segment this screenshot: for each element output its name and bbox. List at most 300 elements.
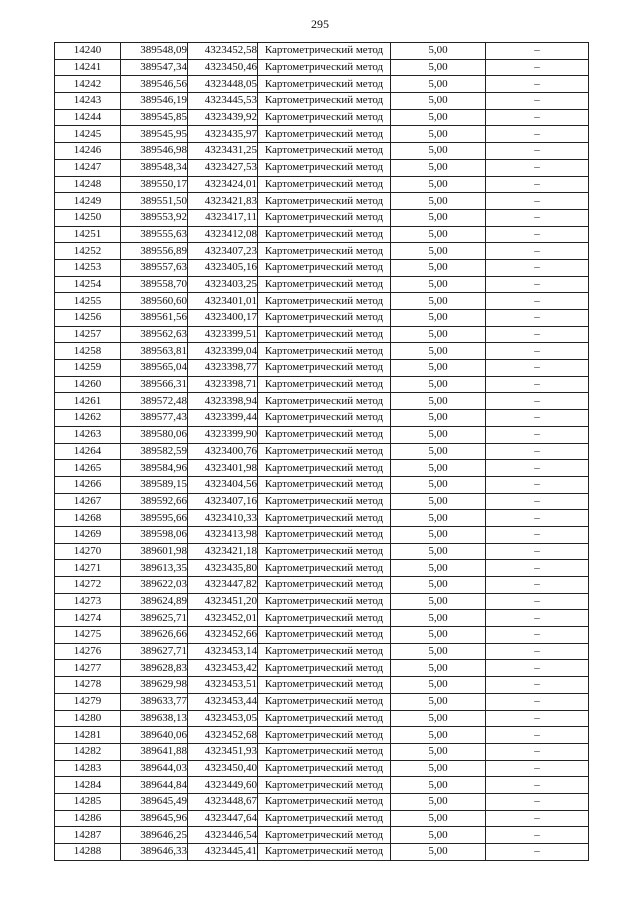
accuracy-cell: 5,00: [391, 143, 486, 160]
x-coordinate-cell: 389560,60: [121, 293, 188, 310]
accuracy-cell: 5,00: [391, 844, 486, 861]
y-coordinate-cell: 4323399,90: [188, 426, 258, 443]
x-coordinate-cell: 389577,43: [121, 410, 188, 427]
method-cell: Картометрический метод: [258, 660, 391, 677]
note-cell: –: [486, 326, 589, 343]
accuracy-cell: 5,00: [391, 443, 486, 460]
x-coordinate-cell: 389565,04: [121, 360, 188, 377]
y-coordinate-cell: 4323398,71: [188, 376, 258, 393]
y-coordinate-cell: 4323431,25: [188, 143, 258, 160]
method-cell: Картометрический метод: [258, 426, 391, 443]
y-coordinate-cell: 4323453,42: [188, 660, 258, 677]
y-coordinate-cell: 4323452,01: [188, 610, 258, 627]
y-coordinate-cell: 4323435,80: [188, 560, 258, 577]
point-number-cell: 14258: [55, 343, 121, 360]
y-coordinate-cell: 4323399,51: [188, 326, 258, 343]
method-cell: Картометрический метод: [258, 243, 391, 260]
method-cell: Картометрический метод: [258, 109, 391, 126]
accuracy-cell: 5,00: [391, 176, 486, 193]
method-cell: Картометрический метод: [258, 176, 391, 193]
x-coordinate-cell: 389572,48: [121, 393, 188, 410]
table-row: [55, 193, 589, 210]
y-coordinate-cell: 4323453,05: [188, 710, 258, 727]
point-number-cell: 14246: [55, 143, 121, 160]
x-coordinate-cell: 389558,70: [121, 276, 188, 293]
method-cell: Картометрический метод: [258, 827, 391, 844]
accuracy-cell: 5,00: [391, 259, 486, 276]
note-cell: –: [486, 610, 589, 627]
method-cell: Картометрический метод: [258, 360, 391, 377]
method-cell: Картометрический метод: [258, 710, 391, 727]
accuracy-cell: 5,00: [391, 460, 486, 477]
y-coordinate-cell: 4323413,98: [188, 526, 258, 543]
accuracy-cell: 5,00: [391, 810, 486, 827]
note-cell: –: [486, 193, 589, 210]
method-cell: Картометрический метод: [258, 159, 391, 176]
accuracy-cell: 5,00: [391, 560, 486, 577]
table-row: [55, 226, 589, 243]
table-row: [55, 243, 589, 260]
method-cell: Картометрический метод: [258, 760, 391, 777]
note-cell: –: [486, 476, 589, 493]
note-cell: –: [486, 526, 589, 543]
point-number-cell: 14249: [55, 193, 121, 210]
x-coordinate-cell: 389580,06: [121, 426, 188, 443]
accuracy-cell: 5,00: [391, 827, 486, 844]
table-row: [55, 510, 589, 527]
table-row: [55, 593, 589, 610]
y-coordinate-cell: 4323398,77: [188, 360, 258, 377]
point-number-cell: 14287: [55, 827, 121, 844]
table-row: [55, 493, 589, 510]
y-coordinate-cell: 4323445,41: [188, 844, 258, 861]
y-coordinate-cell: 4323448,67: [188, 793, 258, 810]
x-coordinate-cell: 389547,34: [121, 59, 188, 76]
point-number-cell: 14281: [55, 727, 121, 744]
accuracy-cell: 5,00: [391, 76, 486, 93]
note-cell: –: [486, 710, 589, 727]
point-number-cell: 14262: [55, 410, 121, 427]
note-cell: –: [486, 243, 589, 260]
accuracy-cell: 5,00: [391, 610, 486, 627]
note-cell: –: [486, 393, 589, 410]
note-cell: –: [486, 259, 589, 276]
point-number-cell: 14270: [55, 543, 121, 560]
x-coordinate-cell: 389550,17: [121, 176, 188, 193]
x-coordinate-cell: 389641,88: [121, 743, 188, 760]
note-cell: –: [486, 226, 589, 243]
accuracy-cell: 5,00: [391, 760, 486, 777]
table-row: [55, 643, 589, 660]
point-number-cell: 14244: [55, 109, 121, 126]
table-row: [55, 426, 589, 443]
y-coordinate-cell: 4323447,82: [188, 577, 258, 594]
point-number-cell: 14241: [55, 59, 121, 76]
accuracy-cell: 5,00: [391, 660, 486, 677]
point-number-cell: 14280: [55, 710, 121, 727]
method-cell: Картометрический метод: [258, 76, 391, 93]
x-coordinate-cell: 389545,85: [121, 109, 188, 126]
accuracy-cell: 5,00: [391, 209, 486, 226]
y-coordinate-cell: 4323453,51: [188, 677, 258, 694]
x-coordinate-cell: 389561,56: [121, 310, 188, 327]
point-number-cell: 14276: [55, 643, 121, 660]
method-cell: Картометрический метод: [258, 610, 391, 627]
table-row: [55, 743, 589, 760]
point-number-cell: 14259: [55, 360, 121, 377]
method-cell: Картометрический метод: [258, 793, 391, 810]
x-coordinate-cell: 389551,50: [121, 193, 188, 210]
table-row: [55, 343, 589, 360]
x-coordinate-cell: 389546,98: [121, 143, 188, 160]
x-coordinate-cell: 389633,77: [121, 693, 188, 710]
point-number-cell: 14263: [55, 426, 121, 443]
method-cell: Картометрический метод: [258, 226, 391, 243]
point-number-cell: 14272: [55, 577, 121, 594]
x-coordinate-cell: 389626,66: [121, 627, 188, 644]
note-cell: –: [486, 660, 589, 677]
table-row: [55, 577, 589, 594]
x-coordinate-cell: 389582,59: [121, 443, 188, 460]
method-cell: Картометрический метод: [258, 593, 391, 610]
note-cell: –: [486, 844, 589, 861]
accuracy-cell: 5,00: [391, 376, 486, 393]
method-cell: Картометрический метод: [258, 526, 391, 543]
x-coordinate-cell: 389645,96: [121, 810, 188, 827]
accuracy-cell: 5,00: [391, 293, 486, 310]
point-number-cell: 14243: [55, 93, 121, 110]
point-number-cell: 14248: [55, 176, 121, 193]
method-cell: Картометрический метод: [258, 493, 391, 510]
method-cell: Картометрический метод: [258, 93, 391, 110]
note-cell: –: [486, 577, 589, 594]
point-number-cell: 14269: [55, 526, 121, 543]
x-coordinate-cell: 389627,71: [121, 643, 188, 660]
note-cell: –: [486, 59, 589, 76]
point-number-cell: 14257: [55, 326, 121, 343]
x-coordinate-cell: 389589,15: [121, 476, 188, 493]
method-cell: Картометрический метод: [258, 627, 391, 644]
accuracy-cell: 5,00: [391, 526, 486, 543]
accuracy-cell: 5,00: [391, 243, 486, 260]
table-row: [55, 360, 589, 377]
note-cell: –: [486, 443, 589, 460]
accuracy-cell: 5,00: [391, 393, 486, 410]
accuracy-cell: 5,00: [391, 193, 486, 210]
note-cell: –: [486, 827, 589, 844]
point-number-cell: 14275: [55, 627, 121, 644]
note-cell: –: [486, 627, 589, 644]
y-coordinate-cell: 4323452,68: [188, 727, 258, 744]
point-number-cell: 14265: [55, 460, 121, 477]
accuracy-cell: 5,00: [391, 343, 486, 360]
method-cell: Картометрический метод: [258, 410, 391, 427]
y-coordinate-cell: 4323399,04: [188, 343, 258, 360]
table-row: [55, 410, 589, 427]
y-coordinate-cell: 4323453,14: [188, 643, 258, 660]
note-cell: –: [486, 426, 589, 443]
method-cell: Картометрический метод: [258, 59, 391, 76]
accuracy-cell: 5,00: [391, 126, 486, 143]
table-row: [55, 526, 589, 543]
note-cell: –: [486, 410, 589, 427]
x-coordinate-cell: 389646,25: [121, 827, 188, 844]
note-cell: –: [486, 376, 589, 393]
note-cell: –: [486, 643, 589, 660]
y-coordinate-cell: 4323450,40: [188, 760, 258, 777]
x-coordinate-cell: 389624,89: [121, 593, 188, 610]
y-coordinate-cell: 4323427,53: [188, 159, 258, 176]
x-coordinate-cell: 389598,06: [121, 526, 188, 543]
y-coordinate-cell: 4323417,11: [188, 209, 258, 226]
method-cell: Картометрический метод: [258, 443, 391, 460]
point-number-cell: 14271: [55, 560, 121, 577]
note-cell: –: [486, 276, 589, 293]
method-cell: Картометрический метод: [258, 577, 391, 594]
x-coordinate-cell: 389645,49: [121, 793, 188, 810]
method-cell: Картометрический метод: [258, 143, 391, 160]
table-row: [55, 259, 589, 276]
accuracy-cell: 5,00: [391, 627, 486, 644]
x-coordinate-cell: 389556,89: [121, 243, 188, 260]
y-coordinate-cell: 4323449,60: [188, 777, 258, 794]
x-coordinate-cell: 389555,63: [121, 226, 188, 243]
accuracy-cell: 5,00: [391, 510, 486, 527]
x-coordinate-cell: 389595,66: [121, 510, 188, 527]
table-row: [55, 727, 589, 744]
x-coordinate-cell: 389638,13: [121, 710, 188, 727]
point-number-cell: 14286: [55, 810, 121, 827]
point-number-cell: 14288: [55, 844, 121, 861]
note-cell: –: [486, 76, 589, 93]
y-coordinate-cell: 4323400,76: [188, 443, 258, 460]
x-coordinate-cell: 389563,81: [121, 343, 188, 360]
point-number-cell: 14284: [55, 777, 121, 794]
y-coordinate-cell: 4323451,20: [188, 593, 258, 610]
y-coordinate-cell: 4323421,18: [188, 543, 258, 560]
table-row: [55, 93, 589, 110]
note-cell: –: [486, 93, 589, 110]
method-cell: Картометрический метод: [258, 209, 391, 226]
table-row: [55, 276, 589, 293]
point-number-cell: 14279: [55, 693, 121, 710]
x-coordinate-cell: 389601,98: [121, 543, 188, 560]
x-coordinate-cell: 389628,83: [121, 660, 188, 677]
point-number-cell: 14242: [55, 76, 121, 93]
table-row: [55, 760, 589, 777]
method-cell: Картометрический метод: [258, 693, 391, 710]
note-cell: –: [486, 109, 589, 126]
point-number-cell: 14240: [55, 43, 121, 60]
method-cell: Картометрический метод: [258, 43, 391, 60]
y-coordinate-cell: 4323412,08: [188, 226, 258, 243]
table-row: [55, 810, 589, 827]
table-row: [55, 777, 589, 794]
method-cell: Картометрический метод: [258, 259, 391, 276]
point-number-cell: 14274: [55, 610, 121, 627]
table-row: [55, 660, 589, 677]
accuracy-cell: 5,00: [391, 643, 486, 660]
point-number-cell: 14253: [55, 259, 121, 276]
table-row: [55, 293, 589, 310]
method-cell: Картометрический метод: [258, 844, 391, 861]
table-row: [55, 143, 589, 160]
y-coordinate-cell: 4323445,53: [188, 93, 258, 110]
y-coordinate-cell: 4323453,44: [188, 693, 258, 710]
table-row: [55, 627, 589, 644]
accuracy-cell: 5,00: [391, 593, 486, 610]
y-coordinate-cell: 4323407,16: [188, 493, 258, 510]
accuracy-cell: 5,00: [391, 493, 486, 510]
method-cell: Картометрический метод: [258, 810, 391, 827]
x-coordinate-cell: 389629,98: [121, 677, 188, 694]
method-cell: Картометрический метод: [258, 677, 391, 694]
accuracy-cell: 5,00: [391, 410, 486, 427]
y-coordinate-cell: 4323451,93: [188, 743, 258, 760]
point-number-cell: 14285: [55, 793, 121, 810]
x-coordinate-cell: 389640,06: [121, 727, 188, 744]
method-cell: Картометрический метод: [258, 643, 391, 660]
note-cell: –: [486, 793, 589, 810]
x-coordinate-cell: 389553,92: [121, 209, 188, 226]
point-number-cell: 14260: [55, 376, 121, 393]
note-cell: –: [486, 159, 589, 176]
table-row: [55, 310, 589, 327]
y-coordinate-cell: 4323399,44: [188, 410, 258, 427]
method-cell: Картометрический метод: [258, 276, 391, 293]
accuracy-cell: 5,00: [391, 426, 486, 443]
y-coordinate-cell: 4323447,64: [188, 810, 258, 827]
method-cell: Картометрический метод: [258, 393, 391, 410]
table-row: [55, 376, 589, 393]
point-number-cell: 14254: [55, 276, 121, 293]
table-row: [55, 793, 589, 810]
x-coordinate-cell: 389557,63: [121, 259, 188, 276]
method-cell: Картометрический метод: [258, 343, 391, 360]
accuracy-cell: 5,00: [391, 93, 486, 110]
accuracy-cell: 5,00: [391, 793, 486, 810]
point-number-cell: 14251: [55, 226, 121, 243]
table-row: [55, 109, 589, 126]
y-coordinate-cell: 4323435,97: [188, 126, 258, 143]
point-number-cell: 14267: [55, 493, 121, 510]
accuracy-cell: 5,00: [391, 693, 486, 710]
accuracy-cell: 5,00: [391, 310, 486, 327]
table-row: [55, 693, 589, 710]
point-number-cell: 14266: [55, 476, 121, 493]
point-number-cell: 14264: [55, 443, 121, 460]
note-cell: –: [486, 693, 589, 710]
table-row: [55, 159, 589, 176]
table-row: [55, 76, 589, 93]
accuracy-cell: 5,00: [391, 677, 486, 694]
y-coordinate-cell: 4323450,46: [188, 59, 258, 76]
x-coordinate-cell: 389545,95: [121, 126, 188, 143]
method-cell: Картометрический метод: [258, 310, 391, 327]
note-cell: –: [486, 343, 589, 360]
method-cell: Картометрический метод: [258, 476, 391, 493]
accuracy-cell: 5,00: [391, 777, 486, 794]
y-coordinate-cell: 4323401,01: [188, 293, 258, 310]
y-coordinate-cell: 4323400,17: [188, 310, 258, 327]
x-coordinate-cell: 389625,71: [121, 610, 188, 627]
table-row: [55, 126, 589, 143]
x-coordinate-cell: 389646,33: [121, 844, 188, 861]
coordinates-table: [54, 42, 589, 861]
page-number: 295: [311, 17, 329, 31]
y-coordinate-cell: 4323398,94: [188, 393, 258, 410]
point-number-cell: 14283: [55, 760, 121, 777]
y-coordinate-cell: 4323404,56: [188, 476, 258, 493]
note-cell: –: [486, 126, 589, 143]
method-cell: Картометрический метод: [258, 560, 391, 577]
accuracy-cell: 5,00: [391, 743, 486, 760]
note-cell: –: [486, 493, 589, 510]
point-number-cell: 14247: [55, 159, 121, 176]
note-cell: –: [486, 593, 589, 610]
table-row: [55, 209, 589, 226]
note-cell: –: [486, 460, 589, 477]
y-coordinate-cell: 4323439,92: [188, 109, 258, 126]
table-row: [55, 710, 589, 727]
table-row: [55, 844, 589, 861]
note-cell: –: [486, 543, 589, 560]
point-number-cell: 14255: [55, 293, 121, 310]
note-cell: –: [486, 360, 589, 377]
y-coordinate-cell: 4323446,54: [188, 827, 258, 844]
note-cell: –: [486, 743, 589, 760]
y-coordinate-cell: 4323448,05: [188, 76, 258, 93]
accuracy-cell: 5,00: [391, 226, 486, 243]
accuracy-cell: 5,00: [391, 577, 486, 594]
point-number-cell: 14252: [55, 243, 121, 260]
coordinates-table-body: [55, 43, 589, 861]
table-row: [55, 326, 589, 343]
method-cell: Картометрический метод: [258, 777, 391, 794]
table-row: [55, 176, 589, 193]
x-coordinate-cell: 389546,19: [121, 93, 188, 110]
method-cell: Картометрический метод: [258, 543, 391, 560]
table-row: [55, 460, 589, 477]
y-coordinate-cell: 4323407,23: [188, 243, 258, 260]
accuracy-cell: 5,00: [391, 59, 486, 76]
note-cell: –: [486, 143, 589, 160]
method-cell: Картометрический метод: [258, 126, 391, 143]
accuracy-cell: 5,00: [391, 276, 486, 293]
accuracy-cell: 5,00: [391, 326, 486, 343]
point-number-cell: 14282: [55, 743, 121, 760]
point-number-cell: 14256: [55, 310, 121, 327]
point-number-cell: 14245: [55, 126, 121, 143]
method-cell: Картометрический метод: [258, 376, 391, 393]
note-cell: –: [486, 560, 589, 577]
x-coordinate-cell: 389546,56: [121, 76, 188, 93]
accuracy-cell: 5,00: [391, 476, 486, 493]
y-coordinate-cell: 4323410,33: [188, 510, 258, 527]
method-cell: Картометрический метод: [258, 727, 391, 744]
note-cell: –: [486, 760, 589, 777]
point-number-cell: 14268: [55, 510, 121, 527]
method-cell: Картометрический метод: [258, 193, 391, 210]
table-row: [55, 677, 589, 694]
accuracy-cell: 5,00: [391, 710, 486, 727]
y-coordinate-cell: 4323403,25: [188, 276, 258, 293]
table-row: [55, 610, 589, 627]
y-coordinate-cell: 4323452,66: [188, 627, 258, 644]
accuracy-cell: 5,00: [391, 360, 486, 377]
table-row: [55, 393, 589, 410]
x-coordinate-cell: 389562,63: [121, 326, 188, 343]
